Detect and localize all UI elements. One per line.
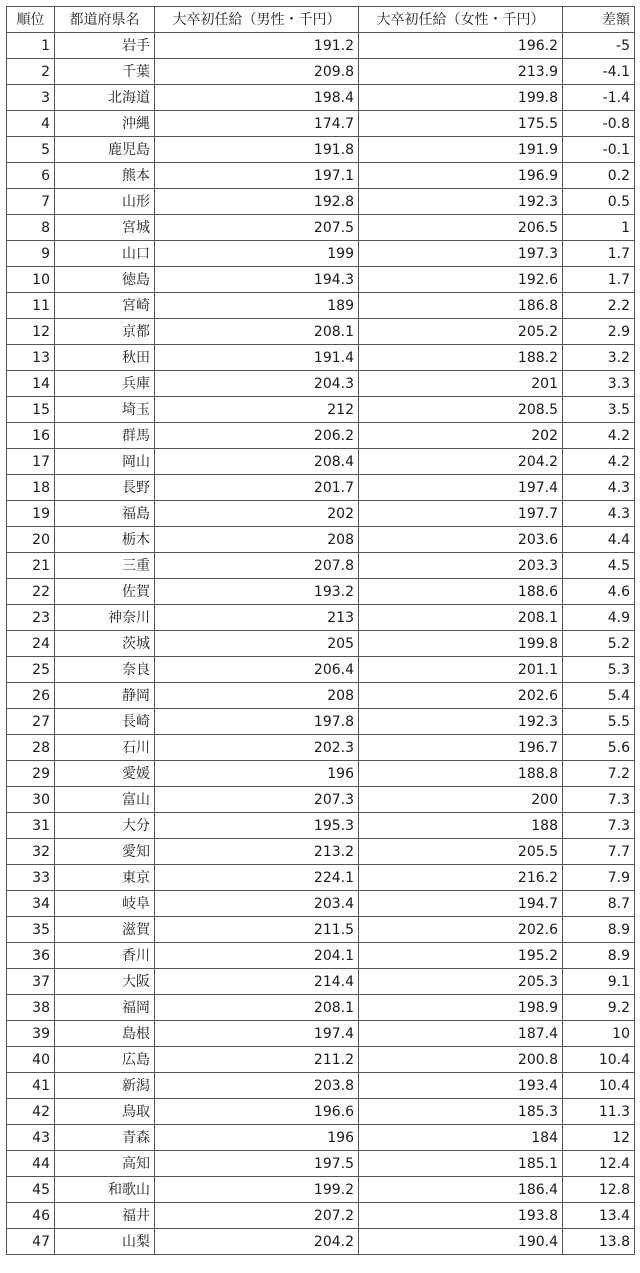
cell-rank: 4 <box>7 111 55 137</box>
table-row <box>7 553 635 579</box>
cell-male-salary: 206.4 <box>155 657 359 683</box>
cell-prefecture: 福井 <box>55 1203 155 1229</box>
cell-female-salary: 186.4 <box>359 1177 563 1203</box>
cell-rank: 35 <box>7 917 55 943</box>
cell-female-salary: 205.3 <box>359 969 563 995</box>
header-prefecture: 都道府県名 <box>55 7 155 33</box>
cell-female-salary: 199.8 <box>359 631 563 657</box>
cell-male-salary: 196 <box>155 761 359 787</box>
header-difference: 差額 <box>563 7 635 33</box>
cell-rank: 30 <box>7 787 55 813</box>
cell-difference: 4.3 <box>563 475 635 501</box>
cell-prefecture: 兵庫 <box>55 371 155 397</box>
cell-prefecture: 鳥取 <box>55 1099 155 1125</box>
table-row <box>7 1229 635 1255</box>
cell-difference: 2.2 <box>563 293 635 319</box>
table-row <box>7 111 635 137</box>
cell-rank: 16 <box>7 423 55 449</box>
cell-rank: 39 <box>7 1021 55 1047</box>
cell-difference: 7.7 <box>563 839 635 865</box>
cell-male-salary: 208.1 <box>155 319 359 345</box>
cell-rank: 27 <box>7 709 55 735</box>
cell-female-salary: 198.9 <box>359 995 563 1021</box>
table-row <box>7 813 635 839</box>
cell-female-salary: 186.8 <box>359 293 563 319</box>
cell-rank: 28 <box>7 735 55 761</box>
table-row <box>7 59 635 85</box>
cell-difference: 5.3 <box>563 657 635 683</box>
table-row <box>7 215 635 241</box>
cell-difference: -0.1 <box>563 137 635 163</box>
salary-table <box>6 6 635 1255</box>
cell-difference: 13.4 <box>563 1203 635 1229</box>
table-row <box>7 293 635 319</box>
cell-female-salary: 199.8 <box>359 85 563 111</box>
table-row <box>7 891 635 917</box>
cell-rank: 40 <box>7 1047 55 1073</box>
cell-difference: 10 <box>563 1021 635 1047</box>
table-row <box>7 475 635 501</box>
cell-prefecture: 岩手 <box>55 33 155 59</box>
cell-female-salary: 196.9 <box>359 163 563 189</box>
cell-male-salary: 193.2 <box>155 579 359 605</box>
cell-male-salary: 174.7 <box>155 111 359 137</box>
header-male-salary: 大卒初任給（男性・千円） <box>155 7 359 33</box>
cell-rank: 17 <box>7 449 55 475</box>
cell-prefecture: 新潟 <box>55 1073 155 1099</box>
cell-difference: 9.2 <box>563 995 635 1021</box>
cell-rank: 3 <box>7 85 55 111</box>
cell-male-salary: 211.5 <box>155 917 359 943</box>
table-row <box>7 33 635 59</box>
cell-female-salary: 197.4 <box>359 475 563 501</box>
table-row <box>7 1177 635 1203</box>
cell-female-salary: 208.5 <box>359 397 563 423</box>
cell-prefecture: 島根 <box>55 1021 155 1047</box>
cell-female-salary: 187.4 <box>359 1021 563 1047</box>
cell-difference: 5.2 <box>563 631 635 657</box>
cell-difference: 7.9 <box>563 865 635 891</box>
cell-difference: 5.5 <box>563 709 635 735</box>
cell-female-salary: 197.3 <box>359 241 563 267</box>
cell-difference: 12 <box>563 1125 635 1151</box>
cell-rank: 43 <box>7 1125 55 1151</box>
cell-female-salary: 185.1 <box>359 1151 563 1177</box>
cell-female-salary: 188.2 <box>359 345 563 371</box>
cell-male-salary: 197.1 <box>155 163 359 189</box>
cell-difference: 1.7 <box>563 241 635 267</box>
cell-rank: 9 <box>7 241 55 267</box>
cell-rank: 19 <box>7 501 55 527</box>
cell-rank: 2 <box>7 59 55 85</box>
table-row <box>7 1203 635 1229</box>
cell-prefecture: 滋賀 <box>55 917 155 943</box>
table-row <box>7 527 635 553</box>
cell-difference: 8.9 <box>563 943 635 969</box>
cell-rank: 37 <box>7 969 55 995</box>
table-row <box>7 85 635 111</box>
cell-prefecture: 和歌山 <box>55 1177 155 1203</box>
cell-difference: -5 <box>563 33 635 59</box>
header-female-salary: 大卒初任給（女性・千円） <box>359 7 563 33</box>
cell-difference: 7.3 <box>563 813 635 839</box>
cell-prefecture: 山形 <box>55 189 155 215</box>
cell-prefecture: 宮崎 <box>55 293 155 319</box>
cell-prefecture: 宮城 <box>55 215 155 241</box>
table-row <box>7 631 635 657</box>
cell-rank: 13 <box>7 345 55 371</box>
cell-prefecture: 香川 <box>55 943 155 969</box>
cell-female-salary: 188 <box>359 813 563 839</box>
cell-prefecture: 福島 <box>55 501 155 527</box>
cell-female-salary: 193.8 <box>359 1203 563 1229</box>
cell-female-salary: 196.2 <box>359 33 563 59</box>
table-row <box>7 137 635 163</box>
cell-prefecture: 福岡 <box>55 995 155 1021</box>
table-row <box>7 241 635 267</box>
cell-difference: 4.6 <box>563 579 635 605</box>
cell-rank: 22 <box>7 579 55 605</box>
cell-female-salary: 197.7 <box>359 501 563 527</box>
table-row <box>7 761 635 787</box>
table-body <box>7 33 635 1255</box>
cell-female-salary: 201 <box>359 371 563 397</box>
cell-difference: 4.9 <box>563 605 635 631</box>
cell-difference: 1.7 <box>563 267 635 293</box>
cell-prefecture: 京都 <box>55 319 155 345</box>
table-row <box>7 943 635 969</box>
cell-prefecture: 青森 <box>55 1125 155 1151</box>
cell-female-salary: 203.3 <box>359 553 563 579</box>
cell-female-salary: 208.1 <box>359 605 563 631</box>
cell-rank: 11 <box>7 293 55 319</box>
cell-rank: 32 <box>7 839 55 865</box>
cell-male-salary: 208.1 <box>155 995 359 1021</box>
cell-male-salary: 202.3 <box>155 735 359 761</box>
cell-prefecture: 長野 <box>55 475 155 501</box>
cell-prefecture: 千葉 <box>55 59 155 85</box>
cell-female-salary: 201.1 <box>359 657 563 683</box>
cell-male-salary: 207.3 <box>155 787 359 813</box>
table-row <box>7 969 635 995</box>
cell-prefecture: 高知 <box>55 1151 155 1177</box>
table-row <box>7 1021 635 1047</box>
cell-prefecture: 神奈川 <box>55 605 155 631</box>
cell-female-salary: 190.4 <box>359 1229 563 1255</box>
cell-rank: 34 <box>7 891 55 917</box>
table-row <box>7 397 635 423</box>
cell-male-salary: 199 <box>155 241 359 267</box>
cell-male-salary: 204.3 <box>155 371 359 397</box>
table-row <box>7 683 635 709</box>
cell-rank: 46 <box>7 1203 55 1229</box>
cell-rank: 18 <box>7 475 55 501</box>
cell-male-salary: 224.1 <box>155 865 359 891</box>
cell-prefecture: 愛媛 <box>55 761 155 787</box>
cell-female-salary: 193.4 <box>359 1073 563 1099</box>
cell-difference: 4.2 <box>563 423 635 449</box>
cell-prefecture: 長崎 <box>55 709 155 735</box>
cell-female-salary: 196.7 <box>359 735 563 761</box>
cell-prefecture: 静岡 <box>55 683 155 709</box>
cell-female-salary: 195.2 <box>359 943 563 969</box>
cell-difference: 1 <box>563 215 635 241</box>
cell-female-salary: 188.8 <box>359 761 563 787</box>
cell-prefecture: 群馬 <box>55 423 155 449</box>
cell-rank: 33 <box>7 865 55 891</box>
table-row <box>7 501 635 527</box>
cell-prefecture: 秋田 <box>55 345 155 371</box>
cell-prefecture: 佐賀 <box>55 579 155 605</box>
cell-male-salary: 211.2 <box>155 1047 359 1073</box>
cell-female-salary: 192.3 <box>359 709 563 735</box>
cell-rank: 1 <box>7 33 55 59</box>
cell-prefecture: 広島 <box>55 1047 155 1073</box>
cell-male-salary: 207.8 <box>155 553 359 579</box>
cell-prefecture: 奈良 <box>55 657 155 683</box>
table-row <box>7 267 635 293</box>
cell-female-salary: 204.2 <box>359 449 563 475</box>
cell-rank: 20 <box>7 527 55 553</box>
cell-rank: 41 <box>7 1073 55 1099</box>
cell-male-salary: 214.4 <box>155 969 359 995</box>
cell-prefecture: 大阪 <box>55 969 155 995</box>
cell-prefecture: 北海道 <box>55 85 155 111</box>
cell-rank: 7 <box>7 189 55 215</box>
cell-female-salary: 202 <box>359 423 563 449</box>
cell-difference: -4.1 <box>563 59 635 85</box>
cell-male-salary: 197.5 <box>155 1151 359 1177</box>
table-row <box>7 345 635 371</box>
cell-difference: 7.2 <box>563 761 635 787</box>
table-row <box>7 995 635 1021</box>
cell-rank: 29 <box>7 761 55 787</box>
cell-difference: 3.2 <box>563 345 635 371</box>
cell-rank: 15 <box>7 397 55 423</box>
table-row <box>7 657 635 683</box>
cell-female-salary: 200 <box>359 787 563 813</box>
header-row <box>7 7 635 33</box>
cell-difference: 7.3 <box>563 787 635 813</box>
cell-female-salary: 191.9 <box>359 137 563 163</box>
cell-prefecture: 山梨 <box>55 1229 155 1255</box>
cell-rank: 21 <box>7 553 55 579</box>
cell-male-salary: 189 <box>155 293 359 319</box>
cell-prefecture: 沖縄 <box>55 111 155 137</box>
cell-male-salary: 204.1 <box>155 943 359 969</box>
cell-male-salary: 201.7 <box>155 475 359 501</box>
cell-male-salary: 198.4 <box>155 85 359 111</box>
cell-difference: -1.4 <box>563 85 635 111</box>
cell-female-salary: 194.7 <box>359 891 563 917</box>
cell-male-salary: 191.8 <box>155 137 359 163</box>
cell-male-salary: 196 <box>155 1125 359 1151</box>
cell-prefecture: 東京 <box>55 865 155 891</box>
cell-rank: 8 <box>7 215 55 241</box>
table-row <box>7 1125 635 1151</box>
cell-difference: 11.3 <box>563 1099 635 1125</box>
cell-female-salary: 184 <box>359 1125 563 1151</box>
table-row <box>7 163 635 189</box>
cell-rank: 12 <box>7 319 55 345</box>
cell-rank: 6 <box>7 163 55 189</box>
cell-difference: 12.8 <box>563 1177 635 1203</box>
table-row <box>7 839 635 865</box>
cell-difference: 5.6 <box>563 735 635 761</box>
table-row <box>7 787 635 813</box>
cell-female-salary: 205.2 <box>359 319 563 345</box>
cell-female-salary: 200.8 <box>359 1047 563 1073</box>
cell-difference: 2.9 <box>563 319 635 345</box>
cell-prefecture: 鹿児島 <box>55 137 155 163</box>
table-row <box>7 579 635 605</box>
cell-prefecture: 愛知 <box>55 839 155 865</box>
cell-female-salary: 202.6 <box>359 683 563 709</box>
header-rank: 順位 <box>7 7 55 33</box>
cell-difference: 4.3 <box>563 501 635 527</box>
cell-prefecture: 埼玉 <box>55 397 155 423</box>
cell-rank: 47 <box>7 1229 55 1255</box>
cell-rank: 10 <box>7 267 55 293</box>
cell-rank: 26 <box>7 683 55 709</box>
cell-difference: 4.5 <box>563 553 635 579</box>
cell-female-salary: 216.2 <box>359 865 563 891</box>
cell-male-salary: 209.8 <box>155 59 359 85</box>
cell-difference: 0.2 <box>563 163 635 189</box>
cell-prefecture: 岡山 <box>55 449 155 475</box>
table-row <box>7 1099 635 1125</box>
cell-prefecture: 岐阜 <box>55 891 155 917</box>
cell-female-salary: 213.9 <box>359 59 563 85</box>
table-row <box>7 319 635 345</box>
table-row <box>7 449 635 475</box>
cell-prefecture: 富山 <box>55 787 155 813</box>
cell-rank: 25 <box>7 657 55 683</box>
cell-prefecture: 徳島 <box>55 267 155 293</box>
cell-prefecture: 山口 <box>55 241 155 267</box>
cell-male-salary: 203.4 <box>155 891 359 917</box>
cell-difference: 0.5 <box>563 189 635 215</box>
cell-female-salary: 203.6 <box>359 527 563 553</box>
cell-female-salary: 202.6 <box>359 917 563 943</box>
cell-prefecture: 石川 <box>55 735 155 761</box>
table-row <box>7 709 635 735</box>
cell-rank: 44 <box>7 1151 55 1177</box>
cell-male-salary: 208.4 <box>155 449 359 475</box>
cell-rank: 14 <box>7 371 55 397</box>
cell-difference: 8.7 <box>563 891 635 917</box>
cell-difference: 4.2 <box>563 449 635 475</box>
cell-male-salary: 199.2 <box>155 1177 359 1203</box>
cell-difference: 3.3 <box>563 371 635 397</box>
cell-male-salary: 204.2 <box>155 1229 359 1255</box>
table-row <box>7 735 635 761</box>
cell-female-salary: 206.5 <box>359 215 563 241</box>
cell-difference: 10.4 <box>563 1073 635 1099</box>
table-row <box>7 189 635 215</box>
cell-male-salary: 208 <box>155 527 359 553</box>
cell-rank: 42 <box>7 1099 55 1125</box>
cell-male-salary: 202 <box>155 501 359 527</box>
cell-male-salary: 206.2 <box>155 423 359 449</box>
cell-difference: 10.4 <box>563 1047 635 1073</box>
cell-difference: 4.4 <box>563 527 635 553</box>
cell-male-salary: 208 <box>155 683 359 709</box>
cell-difference: 13.8 <box>563 1229 635 1255</box>
table-row <box>7 865 635 891</box>
cell-prefecture: 栃木 <box>55 527 155 553</box>
cell-male-salary: 195.3 <box>155 813 359 839</box>
cell-male-salary: 205 <box>155 631 359 657</box>
cell-female-salary: 192.6 <box>359 267 563 293</box>
cell-male-salary: 212 <box>155 397 359 423</box>
cell-prefecture: 茨城 <box>55 631 155 657</box>
cell-male-salary: 192.8 <box>155 189 359 215</box>
cell-male-salary: 191.4 <box>155 345 359 371</box>
cell-prefecture: 大分 <box>55 813 155 839</box>
cell-male-salary: 207.2 <box>155 1203 359 1229</box>
table-row <box>7 1047 635 1073</box>
table-row <box>7 605 635 631</box>
table-row <box>7 917 635 943</box>
cell-female-salary: 175.5 <box>359 111 563 137</box>
cell-male-salary: 203.8 <box>155 1073 359 1099</box>
cell-female-salary: 192.3 <box>359 189 563 215</box>
table-row <box>7 1073 635 1099</box>
cell-male-salary: 194.3 <box>155 267 359 293</box>
cell-male-salary: 196.6 <box>155 1099 359 1125</box>
cell-male-salary: 191.2 <box>155 33 359 59</box>
cell-prefecture: 熊本 <box>55 163 155 189</box>
cell-rank: 24 <box>7 631 55 657</box>
cell-difference: 3.5 <box>563 397 635 423</box>
cell-female-salary: 188.6 <box>359 579 563 605</box>
cell-male-salary: 213.2 <box>155 839 359 865</box>
cell-prefecture: 三重 <box>55 553 155 579</box>
cell-female-salary: 205.5 <box>359 839 563 865</box>
cell-difference: -0.8 <box>563 111 635 137</box>
cell-rank: 38 <box>7 995 55 1021</box>
cell-rank: 31 <box>7 813 55 839</box>
cell-rank: 36 <box>7 943 55 969</box>
cell-difference: 12.4 <box>563 1151 635 1177</box>
table-row <box>7 423 635 449</box>
cell-rank: 5 <box>7 137 55 163</box>
cell-difference: 9.1 <box>563 969 635 995</box>
cell-male-salary: 197.8 <box>155 709 359 735</box>
cell-difference: 5.4 <box>563 683 635 709</box>
cell-rank: 45 <box>7 1177 55 1203</box>
cell-difference: 8.9 <box>563 917 635 943</box>
cell-male-salary: 197.4 <box>155 1021 359 1047</box>
cell-female-salary: 185.3 <box>359 1099 563 1125</box>
table-row <box>7 1151 635 1177</box>
cell-male-salary: 213 <box>155 605 359 631</box>
cell-rank: 23 <box>7 605 55 631</box>
cell-male-salary: 207.5 <box>155 215 359 241</box>
table-row <box>7 371 635 397</box>
